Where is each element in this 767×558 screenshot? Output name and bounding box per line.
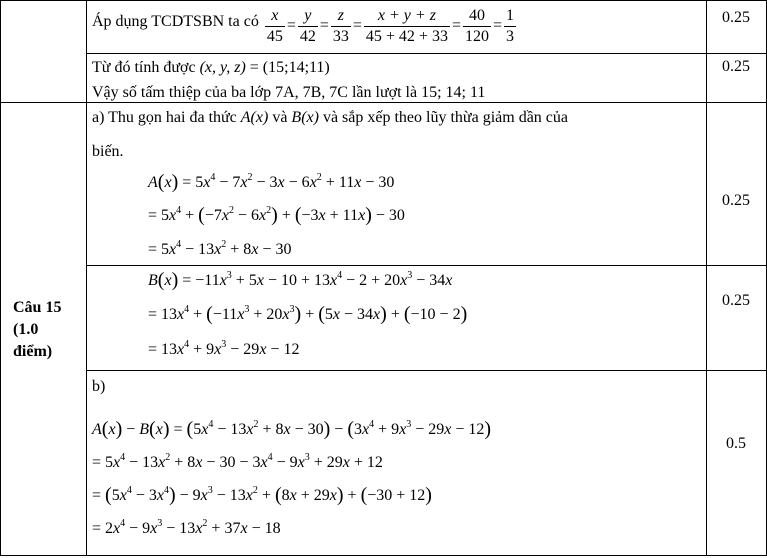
part-a-intro: a) Thu gọn hai đa thức A(x) và B(x) và sắp xếp theo lũy thừa giảm dần của bbox=[92, 109, 568, 126]
score-part-b: 0.5 bbox=[726, 435, 746, 452]
frac6-den: 3 bbox=[506, 28, 515, 45]
column-divider bbox=[706, 0, 707, 556]
question-points-unit: điểm) bbox=[13, 343, 53, 360]
column-divider bbox=[86, 0, 87, 556]
poly-b-line3: = $13x^4 + 9x^3 - 29x - 12$ bbox=[148, 339, 300, 358]
row-divider bbox=[86, 370, 767, 371]
poly-b-line2: = $13x^4 + (-11x^3 + 20x^3) + (5x - 34x) + (-10 - 2)$ bbox=[148, 303, 468, 325]
poly-b-line1: $B(x) = -11x^3 + 5x - 10 + 13x^4 - 2 + 20x^3 - 34x$ bbox=[148, 269, 453, 291]
question-label: Câu 15 bbox=[13, 299, 62, 316]
poly-a-line3: = $5x^4 - 13x^2 + 8x - 30$ bbox=[148, 239, 292, 258]
score-part-a-2: 0.25 bbox=[722, 292, 750, 309]
frac3-num: z bbox=[337, 7, 344, 24]
frac4-num: x + y + z bbox=[377, 7, 436, 24]
row-divider bbox=[0, 102, 767, 103]
diff-line4: = $2x^4 - 9x^3 - 13x^2 + 37x - 18$ bbox=[92, 518, 281, 537]
frac3-den: 33 bbox=[332, 28, 349, 45]
conclusion-line: Vậy số tấm thiệp của ba lớp 7A, 7B, 7C lần lượt là 15; 14; 11 bbox=[92, 84, 486, 101]
frac2-num: y bbox=[304, 7, 312, 24]
frac6-num: 1 bbox=[504, 6, 516, 27]
score-row1: 0.25 bbox=[722, 9, 750, 26]
row2-prefix: Từ đó tính được bbox=[92, 59, 196, 76]
diff-line2: = $5x^4 - 13x^2 + 8x - 30 - 3x^4 - 9x^3 + 29x + 12$ bbox=[92, 452, 383, 471]
score-row2: 0.25 bbox=[722, 58, 750, 75]
table-border-bottom bbox=[0, 555, 767, 556]
part-a-intro-cont: biến. bbox=[92, 143, 124, 160]
row-divider bbox=[86, 53, 767, 54]
frac1-den: 45 bbox=[266, 28, 283, 45]
frac5-num: 40 bbox=[463, 6, 491, 27]
row2-result: = (15;14;11) bbox=[249, 59, 330, 76]
frac1-num: x bbox=[271, 7, 279, 24]
diff-line1: $A(x) - B(x) = (5x^4 - 13x^2 + 8x - 30) - (3x^4 + 9x^3 - 29x - 12)$ bbox=[92, 418, 492, 440]
part-b-label: b) bbox=[92, 378, 106, 395]
poly-a-line2: = $5x^4 + (-7x^2 - 6x^2) + (-3x + 11x) - 30$ bbox=[148, 204, 405, 226]
score-part-a-1: 0.25 bbox=[722, 192, 750, 209]
row1-intro: Áp dụng TCDTSBN ta có bbox=[92, 13, 259, 31]
row-divider bbox=[86, 265, 767, 266]
poly-a-line1: $A(x) = 5x^4 - 7x^2 - 3x - 6x^2 + 11x - 30$ bbox=[148, 171, 395, 193]
table-border-top bbox=[0, 0, 767, 1]
diff-line3: = $(5x^4 - 3x^4) - 9x^3 - 13x^2 + (8x + 29x) + (-30 + 12)$ bbox=[92, 484, 432, 506]
table-border-left bbox=[0, 0, 1, 556]
question-points: (1.0 bbox=[13, 321, 39, 338]
result-line bbox=[92, 60, 330, 76]
frac4-den: 45 + 42 + 33 bbox=[365, 28, 448, 45]
proportion-formula: Áp dụng TCDTSBN ta có $\frac{x}{45}$ = $\frac{y}{42}$ = $\frac{z}{33}$ = $\frac{x + y + z}{45 + 42 + 33}$ = $\frac{40}{120}$ = $\frac{1}{3}$ bbox=[92, 7, 515, 45]
frac5-den: 120 bbox=[464, 28, 489, 45]
row2-vars: (x, y, z) bbox=[199, 59, 246, 76]
frac2-den: 42 bbox=[299, 28, 316, 45]
